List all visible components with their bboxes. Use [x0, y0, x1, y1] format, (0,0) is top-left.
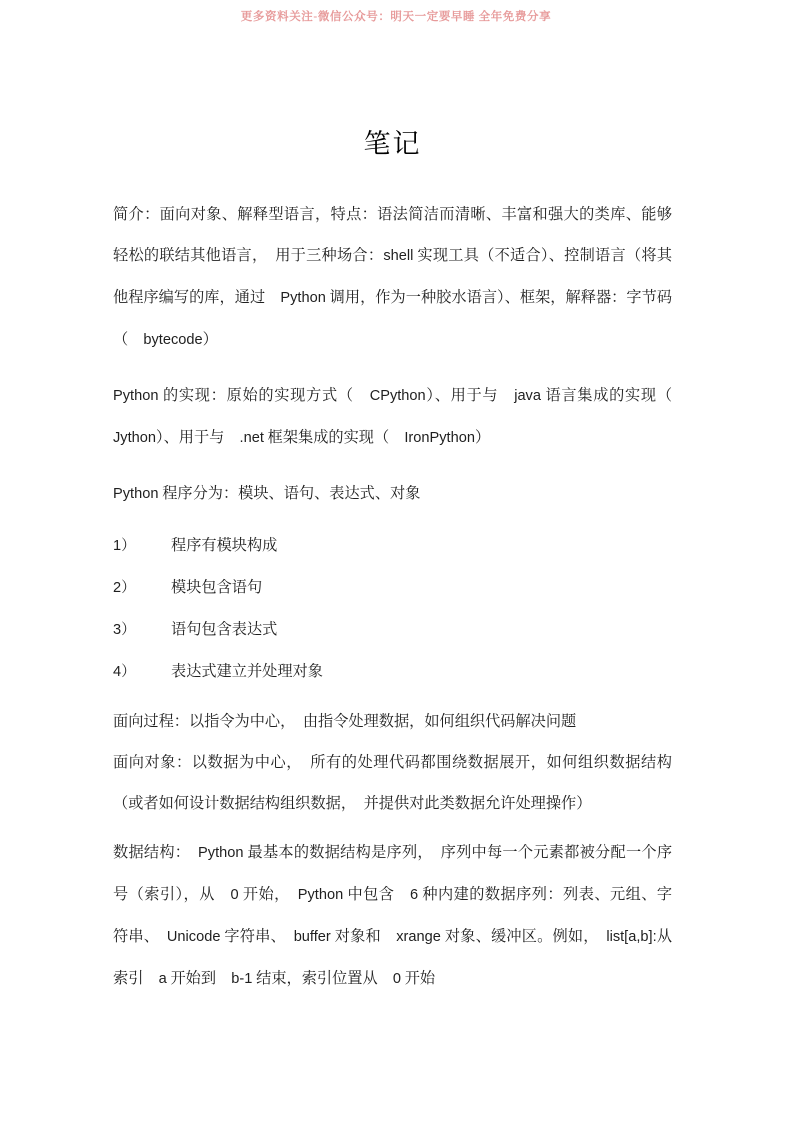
list-item-marker: 3） [113, 622, 136, 639]
ds-text-7: 对象、缓冲区。例如， [444, 928, 607, 946]
list-item-marker: 1） [113, 538, 136, 555]
intro-text-3: 调用，作为一种胶水语言）、框架，解释器：字节码（ [113, 289, 673, 349]
paragraph-object-oriented: 面向对象：以数据为中心， 所有的处理代码都围绕数据展开，如何组织数据结构（或者如何设计数据结构组织数据， 并提供对此类数据允许处理操作） [113, 754, 672, 813]
impl-text-2: ）、用于与 [425, 387, 515, 405]
impl-text-1: 的实现：原始的实现方式（ [162, 387, 370, 405]
var-b-minus-1: b-1 [231, 971, 253, 988]
impl-lead-python: Python [113, 388, 159, 405]
ds-text-9: 开始到 [170, 970, 232, 988]
list-item-label: 表达式建立并处理对象 [171, 663, 323, 681]
term-java: java [514, 388, 541, 405]
intro-text: 面向对象、解释型语言，特点：语法简洁而清晰、丰富和强大的类库、能够轻松的联结其他语言， 用于三种场合： [113, 206, 673, 265]
program-parts-lead: Python [113, 486, 159, 503]
paragraph-program-parts [113, 473, 672, 515]
impl-text-5: 框架集成的实现（ [267, 429, 405, 447]
ds-text-6: 对象和 [334, 928, 397, 946]
impl-text-3: 语言集成的实现（ [545, 387, 688, 405]
term-python: Python [280, 290, 326, 307]
ds-text-1: 最基本的数据结构是序列， 序列中每一个元素都被分配一个序号（索引），从 [113, 844, 673, 904]
ds-num-zero-2: 0 [392, 971, 401, 988]
term-list-slice: list[a,b]: [606, 929, 657, 946]
term-jython: Jython [113, 430, 156, 447]
list-item-marker: 4） [113, 664, 136, 681]
ds-text-2: 开始， [242, 886, 298, 904]
term-unicode: Unicode [166, 929, 221, 946]
watermark-header: 更多资料关注-微信公众号：明天一定要早睡 全年免费分享 [240, 11, 552, 23]
list-item-label: 语句包含表达式 [171, 621, 278, 639]
paragraph-intro [113, 194, 672, 361]
list-item [113, 651, 672, 693]
list-item-label: 程序有模块构成 [171, 537, 278, 555]
term-dotnet: .net [239, 430, 264, 447]
var-a: a [158, 971, 167, 988]
list-item [113, 525, 672, 567]
list-item-marker: 2） [113, 580, 136, 597]
intro-text-2: 实现工具（不适合）、控制语言（将其他程序编写的库，通过 [113, 247, 673, 307]
impl-text-6: ） [474, 429, 491, 447]
paragraph-implementations [113, 375, 688, 459]
paragraph-procedural: 面向过程：以指令为中心， 由指令处理数据，如何组织代码解决问题 [113, 713, 577, 731]
impl-text-4: ）、用于与 [156, 429, 240, 447]
ds-num-six: 6 [410, 887, 419, 904]
paragraph-data-structure [113, 832, 672, 1000]
ds-num-zero: 0 [230, 887, 239, 904]
ds-text-10: 结束，索引位置从 [256, 970, 393, 988]
page-title: 笔记 [363, 129, 422, 159]
list-item [113, 567, 672, 609]
ds-lead-python: Python [198, 845, 244, 862]
ds-lead-python-2: Python [297, 887, 344, 904]
list-item [113, 609, 672, 651]
intro-label: 简介： [113, 206, 160, 224]
numbered-list [113, 525, 672, 693]
ds-text-3: 中包含 [347, 886, 410, 904]
term-ironpython: IronPython [404, 430, 475, 447]
term-cpython: CPython [369, 388, 426, 405]
program-parts-text: 程序分为：模块、语句、表达式、对象 [162, 485, 421, 503]
document-body [113, 160, 688, 1000]
ds-text-11: 开始 [404, 970, 436, 988]
list-item-label: 模块包含语句 [171, 579, 263, 597]
ds-text-5: 字符串、 [224, 928, 294, 946]
term-shell: shell [383, 248, 414, 265]
term-buffer: buffer [293, 929, 331, 946]
ds-label: 数据结构： [113, 844, 199, 862]
ds-text-4: 种内建的数据序列：列表、元组、字符串、 [113, 886, 673, 946]
term-bytecode: bytecode [143, 332, 203, 349]
ds-text-8: 从索引 [113, 928, 673, 988]
term-xrange: xrange [396, 929, 441, 946]
intro-text-4: ） [202, 331, 218, 349]
